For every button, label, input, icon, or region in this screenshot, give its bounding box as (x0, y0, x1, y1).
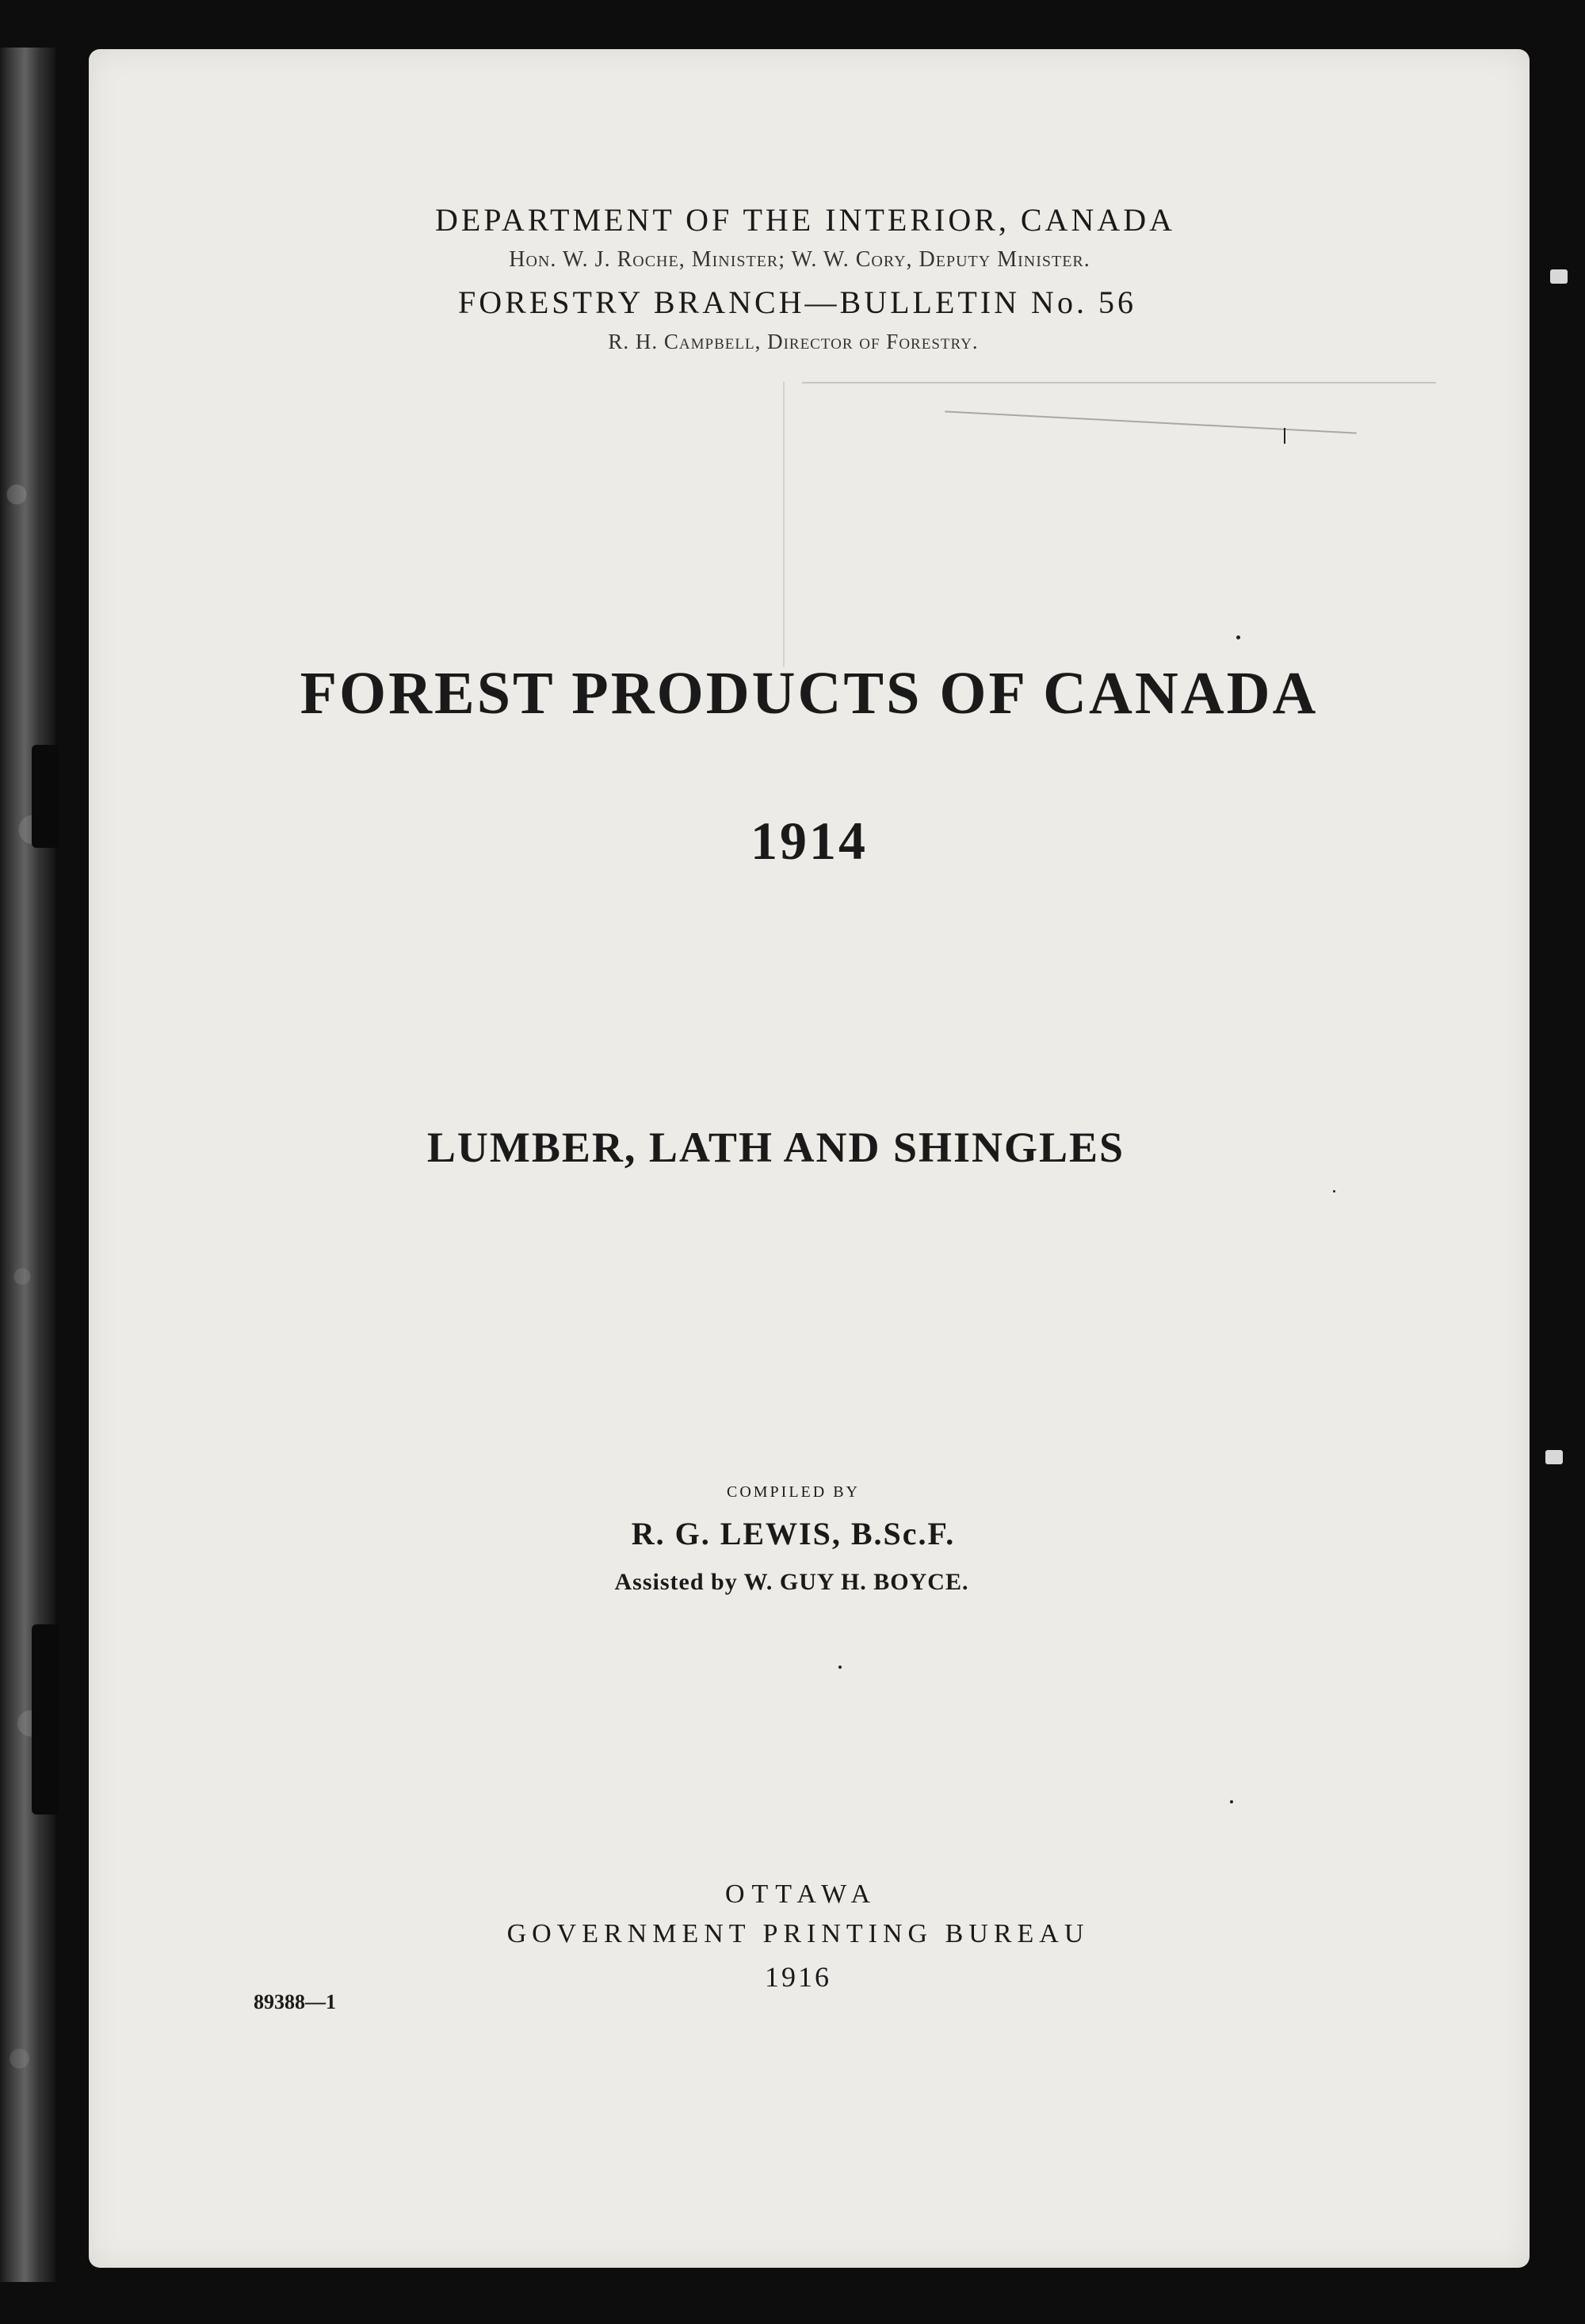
department-heading: DEPARTMENT OF THE INTERIOR, CANADA (434, 202, 1175, 238)
stamp-tick (1284, 428, 1285, 444)
stamp-rule (802, 382, 1436, 384)
binding-clip (32, 745, 59, 848)
imprint-printer: GOVERNMENT PRINTING BUREAU (506, 1919, 1090, 1948)
assistant-credit: Assisted by W. GUY H. BOYCE. (614, 1569, 969, 1595)
scan-edge-mark (1545, 1450, 1563, 1464)
stamp-rule (783, 382, 785, 667)
imprint-year: 1916 (765, 1961, 831, 1993)
book-binding-edge (0, 48, 55, 2282)
title-page (89, 49, 1530, 2268)
author-name: R. G. LEWIS, B.Sc.F. (631, 1516, 956, 1551)
bulletin-heading: FORESTRY BRANCH—BULLETIN No. 56 (458, 284, 1136, 320)
document-title: FOREST PRODUCTS OF CANADA (300, 660, 1319, 727)
document-subtitle: LUMBER, LATH AND SHINGLES (426, 1124, 1125, 1171)
scan-edge-mark (1550, 269, 1568, 284)
compiled-by-label: COMPILED BY (726, 1483, 860, 1501)
imprint-place: OTTAWA (724, 1879, 878, 1909)
minister-line: Hon. W. J. Roche, Minister; W. W. Cory, Deputy Minister. (509, 247, 1090, 272)
ink-speck (1333, 1190, 1335, 1193)
binding-clip (32, 1624, 59, 1815)
ink-speck (1230, 1800, 1233, 1803)
document-year: 1914 (750, 811, 868, 871)
ink-speck (838, 1666, 842, 1669)
stamp-rule (945, 410, 1356, 433)
director-line: R. H. Campbell, Director of Forestry. (608, 330, 979, 353)
reference-number: 89388—1 (254, 1990, 336, 2013)
ink-speck (1236, 635, 1240, 639)
